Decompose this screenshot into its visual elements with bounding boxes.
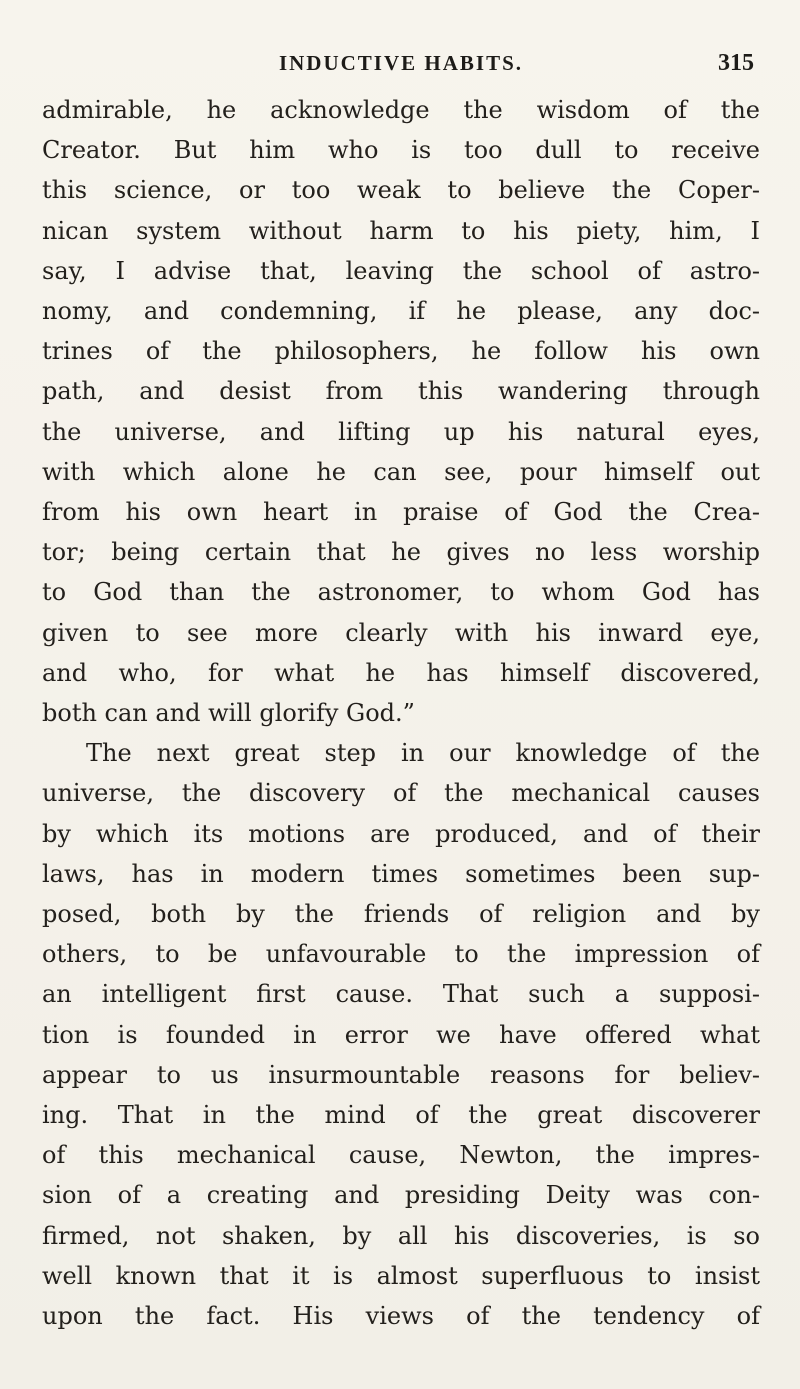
text-line: the universe, and lifting up his natural eyes, [42, 417, 760, 446]
text-line: to God than the astronomer, to whom God has [42, 578, 760, 607]
text-line: sion of a creating and presiding Deity was con- [42, 1181, 760, 1210]
text-line: well known that it is almost superfluous to insist [42, 1261, 760, 1290]
text-line: with which alone he can see, pour himself out [42, 457, 760, 486]
running-head [42, 50, 760, 74]
text-line: appear to us insurmountable reasons for believ- [42, 1060, 760, 1089]
text-line: and who, for what he has himself discovered, [42, 658, 760, 687]
text-line: trines of the philosophers, he follow his own [42, 337, 760, 366]
text-line: posed, both by the friends of religion and by [42, 900, 760, 929]
text-line: by which its motions are produced, and of their [42, 819, 760, 848]
text-line: tor; being certain that he gives no less worship [42, 538, 760, 567]
text-line: laws, has in modern times sometimes been sup- [42, 859, 760, 888]
running-title: INDUCTIVE HABITS. [278, 51, 524, 75]
text-line: of this mechanical cause, Newton, the impres- [42, 1141, 760, 1170]
text-line: an intelligent first cause. That such a supposi- [42, 980, 760, 1009]
text-line: both can and will glorify God.” [42, 699, 415, 728]
text-line: nican system without harm to his piety, him, I [42, 216, 760, 245]
text-line: nomy, and condemning, if he please, any doc- [42, 297, 760, 326]
text-line: this science, or too weak to believe the Coper- [42, 176, 760, 205]
text-line: Creator. But him who is too dull to receive [42, 136, 760, 165]
text-line: others, to be unfavourable to the impression of [42, 940, 760, 969]
text-line: upon the fact. His views of the tendency of [42, 1302, 760, 1331]
text-line: given to see more clearly with his inward eye, [42, 618, 760, 647]
text-line: firmed, not shaken, by all his discoveries, is so [42, 1221, 760, 1250]
text-line: say, I advise that, leaving the school of astro- [42, 256, 760, 285]
paragraph-continued [42, 90, 760, 733]
page-number: 315 [718, 50, 754, 76]
text-line: The next great step in our knowledge of the [86, 739, 760, 768]
text-line: ing. That in the mind of the great discoverer [42, 1101, 760, 1130]
text-line: admirable, he acknowledge the wisdom of the [42, 96, 760, 124]
text-line: path, and desist from this wandering through [42, 377, 760, 406]
body-text [42, 90, 760, 1336]
text-line: tion is founded in error we have offered what [42, 1020, 760, 1049]
paragraph-next [42, 733, 760, 1336]
text-line: universe, the discovery of the mechanical causes [42, 779, 760, 808]
text-line: from his own heart in praise of God the Crea- [42, 498, 760, 527]
